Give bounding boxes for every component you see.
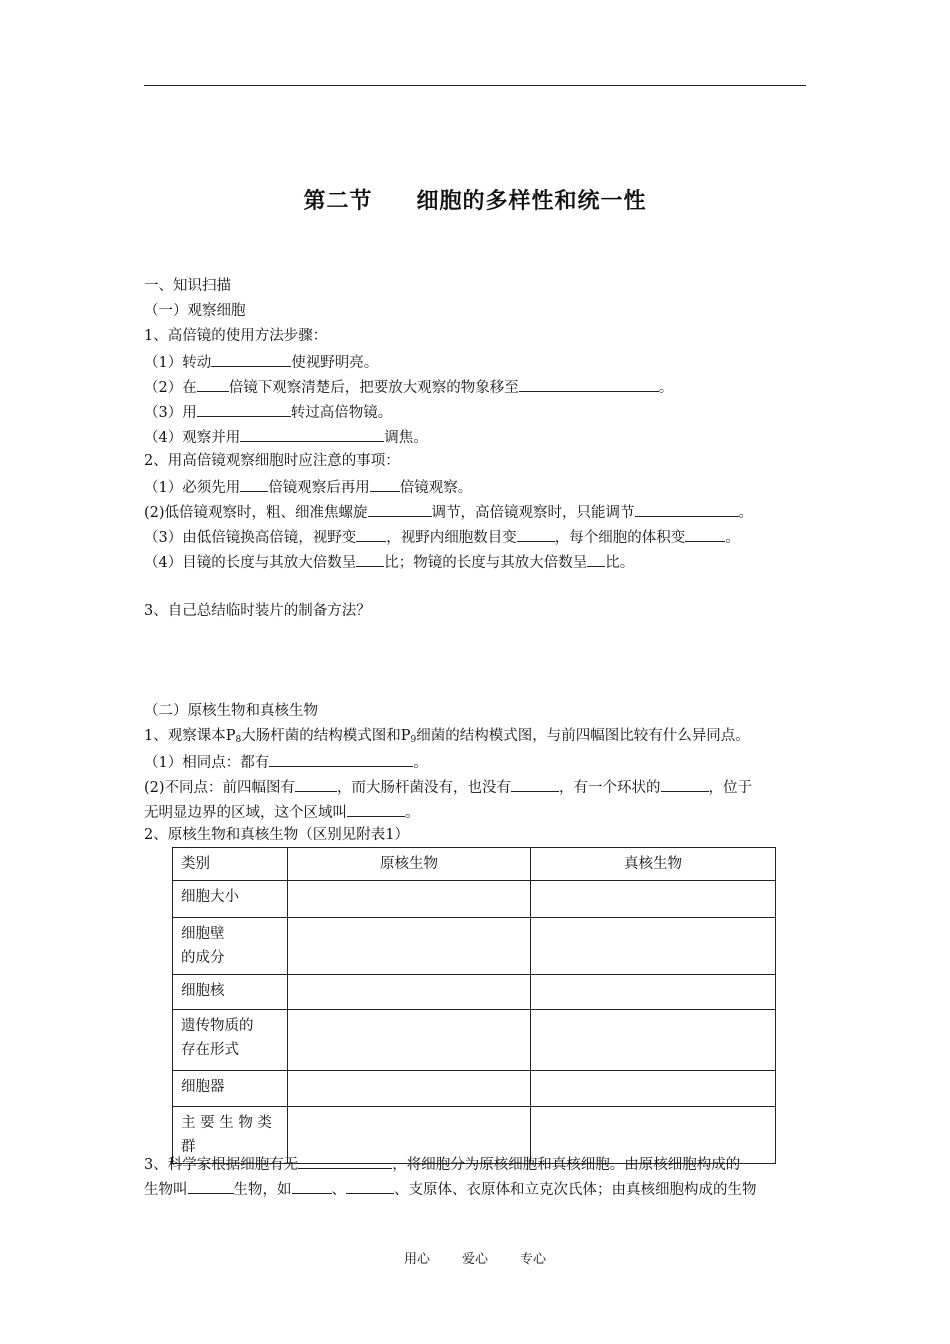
table-row bbox=[173, 881, 776, 918]
fill-blank[interactable] bbox=[240, 476, 268, 492]
row-label: 主 要 生 物 类 群 bbox=[173, 1107, 288, 1164]
subheading-observe-cells: （一）观察细胞 bbox=[144, 303, 246, 319]
fill-blank[interactable] bbox=[519, 376, 659, 392]
row-label: 细胞壁 的成分 bbox=[173, 918, 288, 975]
fill-blank[interactable] bbox=[188, 1178, 234, 1194]
table-cell[interactable] bbox=[531, 918, 776, 975]
question-b1-difference-cont: 无明显边界的区域，这个区域叫 。 bbox=[144, 801, 420, 823]
row-label: 细胞核 bbox=[173, 975, 288, 1010]
table-row bbox=[173, 1071, 776, 1107]
fill-blank[interactable] bbox=[368, 501, 432, 517]
fill-blank[interactable] bbox=[370, 476, 400, 492]
title-topic: 细胞的多样性和统一性 bbox=[416, 189, 647, 214]
table-row bbox=[173, 918, 776, 975]
title-section: 第二节 bbox=[303, 189, 373, 214]
footer-text: 用心 bbox=[403, 1252, 430, 1267]
fill-blank[interactable] bbox=[211, 351, 291, 367]
footer-text: 专心 bbox=[520, 1252, 547, 1267]
fill-blank[interactable] bbox=[356, 551, 384, 567]
fill-blank[interactable] bbox=[197, 376, 229, 392]
fill-blank[interactable] bbox=[661, 776, 709, 792]
fill-blank[interactable] bbox=[356, 526, 386, 542]
question-2-item-2: (2)低倍镜观察时，粗、细准焦螺旋 调节，高倍镜观察时，只能调节 。 bbox=[144, 501, 753, 523]
row-label: 细胞大小 bbox=[173, 881, 288, 918]
question-2-item-4: （4）目镜的长度与其放大倍数呈 比；物镜的长度与其放大倍数呈 比。 bbox=[144, 551, 634, 573]
question-3: 3、自己总结临时装片的制备方法？ bbox=[144, 603, 371, 619]
fill-blank[interactable] bbox=[635, 501, 739, 517]
table-cell[interactable] bbox=[288, 881, 531, 918]
table-row bbox=[173, 1010, 776, 1071]
comparison-table bbox=[172, 847, 776, 1164]
fill-blank[interactable] bbox=[587, 551, 605, 567]
question-2: 2、用高倍镜观察细胞时应注意的事项： bbox=[144, 453, 400, 469]
table-cell[interactable] bbox=[288, 1071, 531, 1107]
footer-text: 爱心 bbox=[461, 1252, 488, 1267]
question-1-step-2: （2）在 倍镜下观察清楚后，把要放大观察的物象移至 。 bbox=[144, 376, 673, 398]
question-b1-similarity: （1）相同点：都有 。 bbox=[144, 751, 428, 773]
table-header: 原核生物 bbox=[288, 848, 531, 881]
heading-knowledge-scan: 一、知识扫描 bbox=[144, 278, 231, 294]
question-b1-difference: (2)不同点：前四幅图有 ，而大肠杆菌没有，也没有 ，有一个环状的 ，位于 bbox=[144, 776, 752, 798]
table-header: 真核生物 bbox=[531, 848, 776, 881]
question-2-item-3: （3）由低倍镜换高倍镜，视野变 ，视野内细胞数目变 ，每个细胞的体积变 。 bbox=[144, 526, 740, 548]
page-footer bbox=[0, 1248, 950, 1267]
question-1: 1、高倍镜的使用方法步骤： bbox=[144, 328, 328, 344]
fill-blank[interactable] bbox=[511, 776, 559, 792]
fill-blank[interactable] bbox=[240, 426, 384, 442]
question-b1: 1、观察课本$P_8$大肠杆菌的结构模式图和$P_9$细菌的结构模式图，与前四幅图比较有什么异同点。 bbox=[144, 728, 750, 745]
fill-blank[interactable] bbox=[298, 1153, 392, 1169]
table-cell[interactable] bbox=[288, 1010, 531, 1071]
row-label: 细胞器 bbox=[173, 1071, 288, 1107]
table-header: 类别 bbox=[173, 848, 288, 881]
fill-blank[interactable] bbox=[517, 526, 555, 542]
question-1-step-4: （4）观察并用 调焦。 bbox=[144, 426, 428, 448]
table-cell[interactable] bbox=[531, 975, 776, 1010]
question-b2: 2、原核生物和真核生物（区别见附表1） bbox=[144, 827, 409, 843]
table-cell[interactable] bbox=[531, 1010, 776, 1071]
question-b3-cont: 生物叫 生物，如 、 、支原体、衣原体和立克次氏体；由真核细胞构成的生物 bbox=[144, 1178, 757, 1200]
row-label: 遗传物质的 存在形式 bbox=[173, 1010, 288, 1071]
table-row bbox=[173, 975, 776, 1010]
fill-blank[interactable] bbox=[269, 751, 413, 767]
table-cell[interactable] bbox=[531, 881, 776, 918]
fill-blank[interactable] bbox=[295, 776, 337, 792]
fill-blank[interactable] bbox=[292, 1178, 332, 1194]
table-cell[interactable] bbox=[531, 1071, 776, 1107]
table-cell[interactable] bbox=[288, 975, 531, 1010]
subheading-prokaryote-eukaryote: （二）原核生物和真核生物 bbox=[144, 703, 318, 719]
question-1-step-3: （3）用 转过高倍物镜。 bbox=[144, 401, 392, 423]
question-1-step-1: （1）转动 使视野明亮。 bbox=[144, 351, 378, 373]
question-b3: 3、科学家根据细胞有无 ，将细胞分为原核细胞和真核细胞。由原核细胞构成的 bbox=[144, 1153, 740, 1175]
header-rule bbox=[144, 85, 806, 86]
page-title bbox=[0, 184, 950, 215]
fill-blank[interactable] bbox=[685, 526, 725, 542]
question-2-item-1: （1）必须先用 倍镜观察后再用 倍镜观察。 bbox=[144, 476, 472, 498]
fill-blank[interactable] bbox=[346, 1178, 394, 1194]
fill-blank[interactable] bbox=[197, 401, 291, 417]
fill-blank[interactable] bbox=[347, 801, 405, 817]
table-cell[interactable] bbox=[288, 918, 531, 975]
